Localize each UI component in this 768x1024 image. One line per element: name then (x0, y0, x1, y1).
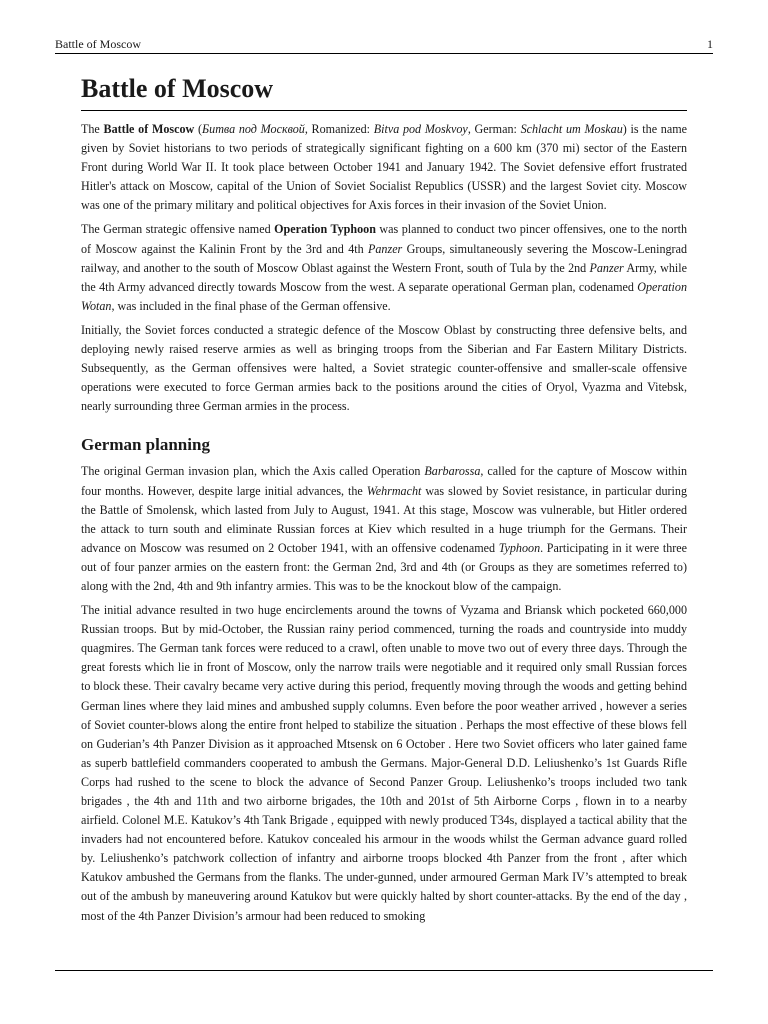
text-run: , called for the capture of Moscow within four months. However, despite large initial advances, the (81, 464, 687, 498)
header-divider (55, 53, 713, 54)
italic-term: Битва под Москвой (202, 122, 305, 136)
italic-term: Bitva pod Moskvoy (373, 122, 468, 136)
text-run: Groups, simultaneously severing the Moscow-Leningrad railway, and another to the south of Moscow Oblast against the Western Front, south of Tula by the 2nd (81, 241, 687, 275)
text-run: The (81, 122, 104, 136)
text-run: The original German invasion plan, which the Axis called Operation (81, 464, 425, 479)
text-run: , German: (467, 122, 521, 136)
text-run: ( (194, 122, 203, 136)
text-run: ) is the name given by Soviet historians to two periods of strategically significant fighting on a 600 km (370 mi) sector of the Eastern Front during World War II. It took place between October 1941 and January 1942. The Soviet defensive effort frustrated Hitler's attack on Moscow, capital of the Union of Soviet Socialist Republics (USSR) and the largest Soviet city. Moscow was one of the primary military and political objectives for Axis forces in their invasion of the Soviet Union. (81, 122, 687, 213)
bold-term: Operation Typhoon (274, 222, 376, 237)
italic-term: Panzer (589, 260, 624, 275)
text-run: The initial advance resulted in two huge encirclements around the towns of Vyzama and Briansk which pocketed 660,000 Russian troops. But by mid-October, the Russian rainy period commenced, turning the roads and countryside into muddy quagmires. The German tank forces were reduced to a crawl, often unable to move two out of every three days. Through the great forests which lie in front of Moscow, only the narrow trails were negotiable and it required only small Russian forces to block these. Their cavalry became very active during this period, frequently moving through the woods and getting behind German lines where they laid mines and ambushed supply columns. Even before the poor weather arrived , however a series of Soviet counter-blows along the entire front helped to stabilize the situation . Perhaps the most effective of these blows fell on Guderian’s 4th Panzer Division as it approached Mtsensk on 6 October . Here two Soviet officers who later gained fame as superb battlefield commanders cooperated to ambush the Germans. Major-General D.D. Leliushenko’s 1st Guards Rifle Corps had rushed to the scene to block the advance of Second Panzer Group. Leliushenko’s troops included two tank brigades , the 4th and 11th and two airborne brigades, the 10th and 201st of 5th Airborne Corps , flown in to a nearby airfield. Colonel M.E. Katukov’s 4th Tank Brigade , equipped with newly produced T34s, displayed a tactical ability that the invaders had not encountered before. Katukov concealed his armour in the woods whilst the German advance guard rolled by. Leliushenko’s patchwork collection of infantry and airborne troops blocked 4th Panzer from the front , after which Katukov ambushed the Germans from the flanks. The under-gunned, under armoured German Mark IV’s attempted to break out of the ambush by maneuvering around Katukov but were quickly halted by short counter-attacks. By the end of the day , most of the 4th Panzer Division’s armour had been reduced to smoking (81, 603, 687, 923)
italic-term: Typhoon (498, 540, 541, 555)
text-run: was slowed by Soviet resistance, in particular during the Battle of Smolensk, which lasted from July to August, 1941. At this stage, Moscow was vulnerable, but Hitler ordered the attack to turn south and eliminate Russian forces at Kiev which resulted in a huge triumph for the Germans. Their advance on Moscow was resumed on 2 October 1941, with an offensive codenamed (81, 483, 688, 555)
intro-paragraph (81, 120, 687, 215)
text-run: The German strategic offensive named (81, 222, 275, 237)
text-run: . Participating in it were three out of four panzer armies on the eastern front: the German 2nd, 3rd and 4th (or Groups as they are sometimes referred to) along with the 2nd, 4th and 9th infantry armies. This was to be the knockout blow of the campaign. (81, 540, 687, 593)
intro-paragraph (81, 220, 687, 315)
text-run: , was included in the final phase of the German offensive. (111, 298, 391, 313)
section-paragraph (81, 601, 687, 926)
italic-term: Operation Wotan (81, 279, 687, 313)
running-header (55, 37, 713, 53)
italic-term: Wehrmacht (366, 483, 422, 498)
italic-term: Barbarossa (424, 464, 481, 479)
article-title: Battle of Moscow (81, 72, 687, 111)
text-run: , Romanized: (304, 122, 374, 136)
bold-term: Battle of Moscow (103, 122, 195, 136)
section-heading: German planning (81, 435, 210, 455)
section-paragraph (81, 462, 687, 596)
footer-divider (55, 970, 713, 971)
text-run: was planned to conduct two pincer offensives, one to the north of Moscow against the Kalinin Front by the 3rd and 4th (81, 222, 688, 256)
text-run: Initially, the Soviet forces conducted a strategic defence of the Moscow Oblast by constructing three defensive belts, and deploying newly raised reserve armies as well as bringing troops from the Siberian and Far Eastern Military Districts. Subsequently, as the German offensives were halted, a Soviet strategic counter-offensive and smaller-scale offensive operations were executed to force German armies back to the positions around the cities of Oryol, Vyazma and Vitebsk, nearly surrounding three German armies in the process. (81, 322, 687, 414)
italic-term: Schlacht um Moskau (520, 122, 623, 136)
text-run: Army, while the 4th Army advanced directly towards Moscow from the west. A separate operational German plan, codenamed (81, 260, 687, 294)
page-number: 1 (707, 37, 713, 51)
intro-paragraph (81, 321, 687, 416)
article-body (81, 72, 687, 931)
italic-term: Panzer (368, 241, 403, 256)
running-header-title: Battle of Moscow (55, 37, 141, 51)
